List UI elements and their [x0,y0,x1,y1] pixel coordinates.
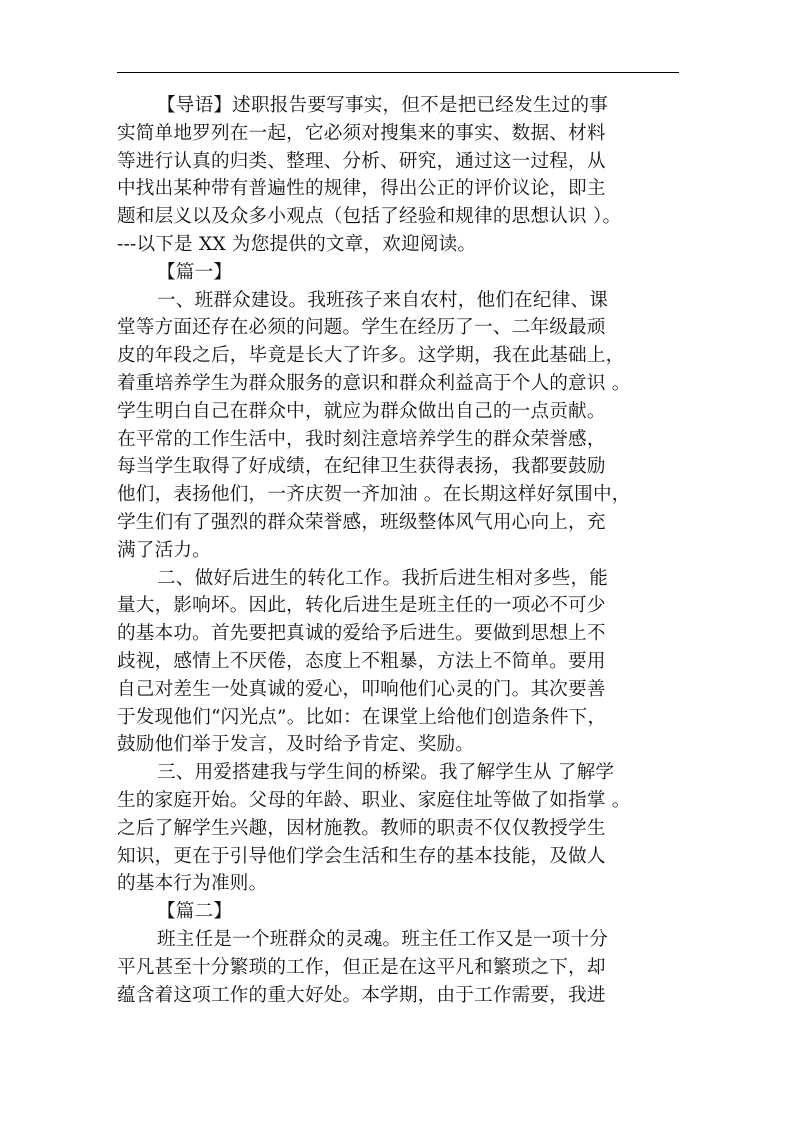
section1-paragraph-2 [117,565,682,760]
text-line: 着重培养学生为群众服务的意识和群众利益高于个人的意识 。 [117,372,631,394]
text-line: 于发现他们“闪光点”。比如：在课堂上给他们创造条件下， [117,706,607,728]
text-line: 鼓励他们举于发言，及时给予肯定、奖励。 [117,734,475,756]
text-line: 平凡甚至十分繁琐的工作，但正是在这平凡和繁琐之下，却 [117,956,606,978]
text-line: 的基本功。首先要把真诚的爱给予后进生。要做到思想上不 [117,623,606,645]
text-line: 生的家庭开始。父母的年龄、职业、家庭住址等做了如指掌 。 [117,789,631,811]
text-line: 量大，影响坏。因此，转化后进生是班主任的一项必不可少 [117,595,606,617]
text-line: 班主任是一个班群众的灵魂。班主任工作又是一项十分 [157,928,609,950]
section2-paragraph-1 [117,926,682,1009]
intro-paragraph [117,92,682,259]
text-line: 二、做好后进生的转化工作。我折后进生相对多些，能 [157,567,609,589]
text-line: 每当学生取得了好成绩，在纪律卫生获得表扬，我都要鼓励 [117,456,606,478]
header-rule [117,72,679,73]
text-line: ---以下是 XX 为您提供的文章，欢迎阅读。 [117,233,477,255]
text-line: 堂等方面还存在必须的问题。学生在经历了一、二年级最顽 [117,317,606,339]
text-line: 题和层义以及众多小观点（包括了经验和规律的思想认识 ）。 [117,206,622,228]
text-line: 三、用爱搭建我与学生间的桥梁。我了解学生从 了解学 [157,762,615,784]
text-line: 歧视，感情上不厌倦，态度上不粗暴，方法上不简单。要用 [117,650,606,672]
section-heading-2: 【篇二】 [157,901,233,923]
text-line: 皮的年段之后，毕竟是长大了许多。这学期，我在此基础上， [117,345,625,367]
text-line: 一、班群众建设。我班孩子来自农村，他们在纪律、课 [157,289,609,311]
text-line: 学生们有了强烈的群众荣誉感，班级整体风气用心向上，充 [117,511,606,533]
text-line: 自己对差生一处真诚的爱心，叩响他们心灵的门。其次要善 [117,678,606,700]
text-line: 等进行认真的归类、整理、分析、研究，通过这一过程，从 [117,150,606,172]
text-line: 蕴含着这项工作的重大好处。本学期，由于工作需要，我进 [117,984,606,1006]
text-line: 学生明白自己在群众中，就应为群众做出自己的一点贡献。 [117,400,606,422]
text-line: 他们，表扬他们，一齐庆贺一齐加油 。在长期这样好氛围中， [117,484,631,506]
text-line: 之后了解学生兴趣，因材施教。教师的职责不仅仅教授学生 [117,817,606,839]
section-heading-1: 【篇一】 [157,261,233,283]
section1-paragraph-3 [117,759,682,898]
document-body [117,92,682,1009]
text-line: 在平常的工作生活中，我时刻注意培养学生的群众荣誉感， [117,428,606,450]
text-line: 实简单地罗列在一起，它必须对搜集来的事实、数据、材料 [117,122,606,144]
text-line: 的基本行为准则。 [117,873,268,895]
text-line: 满了活力。 [117,539,211,561]
text-line: 【导语】述职报告要写事实，但不是把已经发生过的事 [157,95,609,116]
text-line: 中找出某种带有普遍性的规律，得出公正的评价议论，即主 [117,178,606,200]
section1-paragraph-1 [117,287,682,565]
text-line: 知识，更在于引导他们学会生活和生存的基本技能，及做人 [117,845,606,867]
